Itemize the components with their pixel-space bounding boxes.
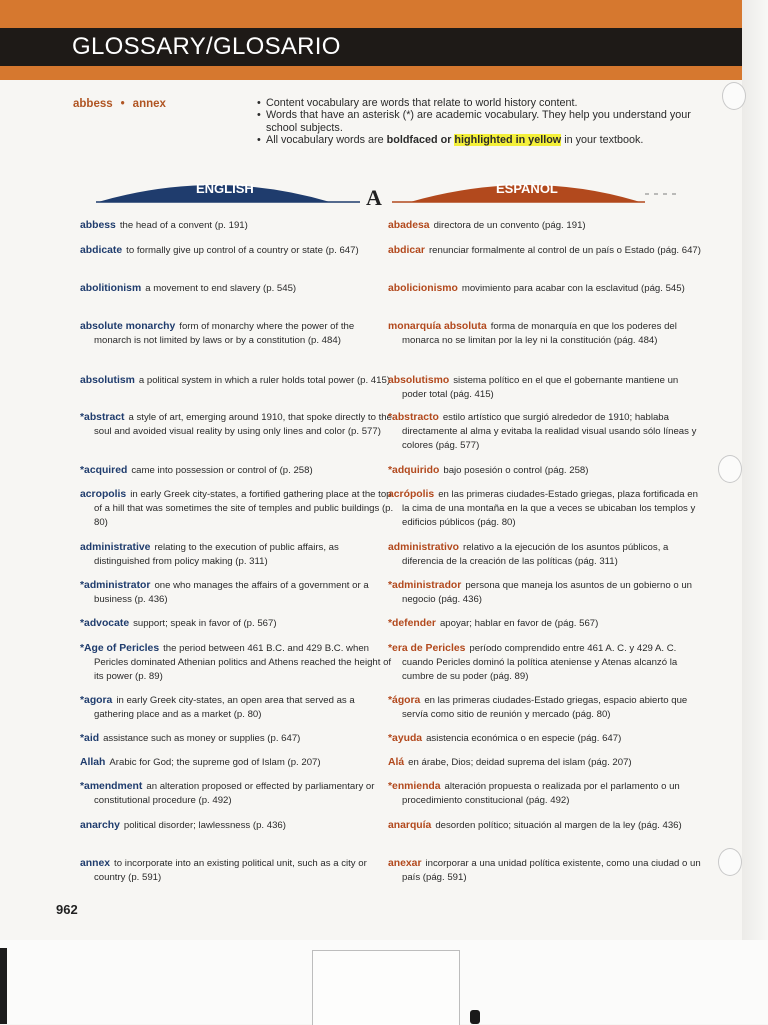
spanish-definition: apoyar; hablar en favor de (pág. 567) <box>439 618 599 629</box>
english-definition: support; speak in favor of (p. 567) <box>133 618 277 629</box>
spanish-definition: renunciar formalmente al control de un país o Estado (pág. 647) <box>428 245 701 256</box>
spanish-glossary-entry <box>388 857 702 885</box>
spanish-definition: persona que maneja los asuntos de un gobierno o un negocio (pág. 436) <box>402 580 693 605</box>
section-letter: A <box>366 185 382 210</box>
guide-word-first: abbess <box>73 98 113 110</box>
spanish-glossary-entry <box>388 819 702 833</box>
spanish-glossary-entry <box>388 541 702 569</box>
english-glossary-entry <box>80 756 394 770</box>
spanish-definition: en las primeras ciudades-Estado griegas, plaza fortificada en la cima de una montaña en la que a veces se ubicaban los templos y edificios públicos (pág. 80) <box>402 489 698 528</box>
english-glossary-entry <box>80 219 394 233</box>
english-glossary-entry <box>80 819 394 833</box>
guide-word-last: annex <box>132 98 166 110</box>
spanish-glossary-entry <box>388 244 702 258</box>
spanish-term: anarquía <box>388 820 432 831</box>
spanish-term: abadesa <box>388 220 430 231</box>
spanish-glossary-entry <box>388 411 702 453</box>
spanish-definition: asistencia económica o en especie (pág. 647) <box>426 733 622 744</box>
spanish-term: *enmienda <box>388 781 441 792</box>
note-highlight-text: highlighted in yellow <box>454 134 562 147</box>
spanish-definition: en árabe, Dios; deidad suprema del islam (pág. 207) <box>408 757 632 768</box>
spanish-term: *abstracto <box>388 412 439 423</box>
vocabulary-notes <box>256 97 696 147</box>
spanish-term: *administrador <box>388 580 462 591</box>
english-term: *Age of Pericles <box>80 643 160 654</box>
spanish-glossary-entry <box>388 488 702 530</box>
binder-hole <box>718 848 742 876</box>
guide-separator: • <box>120 98 125 110</box>
english-term: acropolis <box>80 489 127 500</box>
spanish-term: absolutismo <box>388 375 450 386</box>
english-term: administrative <box>80 542 151 553</box>
spanish-glossary-entry <box>388 579 702 607</box>
dark-edge <box>0 948 7 1024</box>
english-term: Allah <box>80 757 106 768</box>
english-term: annex <box>80 858 111 869</box>
english-glossary-entry <box>80 244 394 258</box>
english-glossary-entry <box>80 411 394 439</box>
english-term: absolutism <box>80 375 135 386</box>
spanish-term: *era de Pericles <box>388 643 466 654</box>
english-term: *abstract <box>80 412 125 423</box>
english-glossary-entry <box>80 857 394 885</box>
english-glossary-entry <box>80 780 394 808</box>
english-glossary-entry <box>80 617 394 631</box>
english-definition: a movement to end slavery (p. 545) <box>145 283 297 294</box>
english-glossary-entry <box>80 694 394 722</box>
note-text: in your textbook. <box>561 134 644 147</box>
spanish-glossary-entry <box>388 694 702 722</box>
english-definition: relating to the execution of public affairs, as distinguished from policy making (p. 311) <box>94 542 339 567</box>
spanish-glossary-entry <box>388 642 702 684</box>
spanish-term: Alá <box>388 757 405 768</box>
spanish-definition: bajo posesión o control (pág. 258) <box>443 465 589 476</box>
spanish-term: *ayuda <box>388 733 423 744</box>
spanish-glossary-entry <box>388 320 702 348</box>
note-item <box>256 134 696 146</box>
english-term: abbess <box>80 220 116 231</box>
spanish-term: abolicionismo <box>388 283 458 294</box>
english-term: *advocate <box>80 618 130 629</box>
english-definition: Arabic for God; the supreme god of Islam (p. 207) <box>109 757 321 768</box>
english-glossary-entry <box>80 642 394 684</box>
english-glossary-entry <box>80 488 394 530</box>
spanish-term: anexar <box>388 858 422 869</box>
page-tab-cutout <box>312 950 460 1025</box>
spanish-term: monarquía absoluta <box>388 321 487 332</box>
spanish-definition: período comprendido entre 461 A. C. y 429 A. C. cuando Pericles dominó la política ateniense y Atenas alcanzó la cumbre de su poder (pág. 89) <box>402 643 678 682</box>
binder-hole <box>718 455 742 483</box>
english-glossary-entry <box>80 579 394 607</box>
english-glossary-entry <box>80 320 394 348</box>
spanish-definition: en las primeras ciudades-Estado griegas, espacio abierto que servía como sitio de reunión y mercado (pág. 80) <box>402 695 688 720</box>
spanish-definition: desorden político; situación al margen de la ley (pág. 436) <box>435 820 682 831</box>
note-bold-text: boldfaced or <box>386 134 455 147</box>
spanish-definition: sistema político en el que el gobernante mantiene un poder total (pág. 415) <box>402 375 679 400</box>
english-definition: in early Greek city-states, an open area that served as a gathering place and as a market (p. 80) <box>94 695 355 720</box>
english-term: abdicate <box>80 245 123 256</box>
english-definition: a style of art, emerging around 1910, that spoke directly to the soul and avoided visual reality by using only lines and color (p. 577) <box>94 412 392 437</box>
english-definition: one who manages the affairs of a government or a business (p. 436) <box>94 580 369 605</box>
spanish-glossary-entry <box>388 756 702 770</box>
spanish-definition: movimiento para acabar con la esclavitud (pág. 545) <box>461 283 685 294</box>
english-term: *acquired <box>80 465 128 476</box>
dark-mark <box>470 1010 480 1024</box>
spanish-term: *defender <box>388 618 436 629</box>
spanish-definition: forma de monarquía en que los poderes del monarca no se limitan por la ley ni la constitución (pág. 484) <box>402 321 677 346</box>
spanish-glossary-entry <box>388 617 702 631</box>
english-glossary-entry <box>80 732 394 746</box>
page-number: 962 <box>56 902 78 917</box>
english-term: anarchy <box>80 820 120 831</box>
english-term: abolitionism <box>80 283 142 294</box>
english-glossary-entry <box>80 374 394 388</box>
binder-hole <box>722 82 746 110</box>
english-column-label: ENGLISH <box>196 181 254 196</box>
spanish-definition: directora de un convento (pág. 191) <box>433 220 586 231</box>
english-glossary-entry <box>80 464 394 478</box>
english-definition: the head of a convent (p. 191) <box>119 220 248 231</box>
spanish-definition: relativo a la ejecución de los asuntos públicos, a diferencia de la creación de las políticas (pág. 311) <box>402 542 669 567</box>
spanish-term: *adquirido <box>388 465 440 476</box>
english-definition: to formally give up control of a country or state (p. 647) <box>126 245 359 256</box>
spanish-term: acrópolis <box>388 489 435 500</box>
spanish-glossary-entry <box>388 732 702 746</box>
english-term: *agora <box>80 695 113 706</box>
page-edge-shadow <box>742 0 768 1024</box>
spanish-term: *ágora <box>388 695 421 706</box>
note-text: All vocabulary words are <box>266 134 387 147</box>
spanish-definition: alteración propuesta o realizada por el parlamento o un procedimiento constitucional (pág. 492) <box>402 781 680 806</box>
spanish-column-label: ESPAÑOL <box>496 181 558 196</box>
english-term: absolute monarchy <box>80 321 176 332</box>
spanish-definition: estilo artístico que surgió alrededor de 1910; hablaba directamente al alma y evitaba la realidad visual usando sólo líneas y colores (pág. 577) <box>402 412 697 451</box>
english-definition: the period between 461 B.C. and 429 B.C. when Pericles dominated Athenian politics and Athens reached the height of its power (p. 89) <box>94 643 392 682</box>
english-definition: to incorporate into an existing political unit, such as a city or country (p. 591) <box>94 858 367 883</box>
english-term: *amendment <box>80 781 143 792</box>
page-title: GLOSSARY/GLOSARIO <box>72 33 341 60</box>
english-definition: a political system in which a ruler holds total power (p. 415) <box>138 375 391 386</box>
english-definition: form of monarchy where the power of the monarch is not limited by laws or by a constitution (p. 484) <box>94 321 355 346</box>
english-glossary-entry <box>80 541 394 569</box>
spanish-definition: incorporar a una unidad política existente, como una ciudad o un país (pág. 591) <box>402 858 701 883</box>
english-definition: political disorder; lawlessness (p. 436) <box>123 820 286 831</box>
spanish-glossary-entry <box>388 780 702 808</box>
spanish-glossary-entry <box>388 464 702 478</box>
spanish-term: administrativo <box>388 542 460 553</box>
guide-words <box>73 98 166 110</box>
spanish-glossary-entry <box>388 282 702 296</box>
spanish-glossary-entry <box>388 374 702 402</box>
note-item: • Content vocabulary are words that relate to world history content. <box>256 97 696 109</box>
english-definition: an alteration proposed or effected by parliamentary or constitutional procedure (p. 492) <box>94 781 375 806</box>
spanish-glossary-entry <box>388 219 702 233</box>
english-term: *aid <box>80 733 100 744</box>
english-definition: came into possession or control of (p. 258) <box>131 465 313 476</box>
english-definition: in early Greek city-states, a fortified gathering place at the top of a hill that was sometimes the site of temples and public buildings (p. 80) <box>94 489 394 528</box>
english-definition: assistance such as money or supplies (p. 647) <box>103 733 301 744</box>
spanish-term: abdicar <box>388 245 425 256</box>
english-glossary-entry <box>80 282 394 296</box>
note-item: • Words that have an asterisk (*) are academic vocabulary. They help you understand your school subjects. <box>256 109 696 134</box>
english-term: *administrator <box>80 580 151 591</box>
column-headers <box>0 170 768 210</box>
